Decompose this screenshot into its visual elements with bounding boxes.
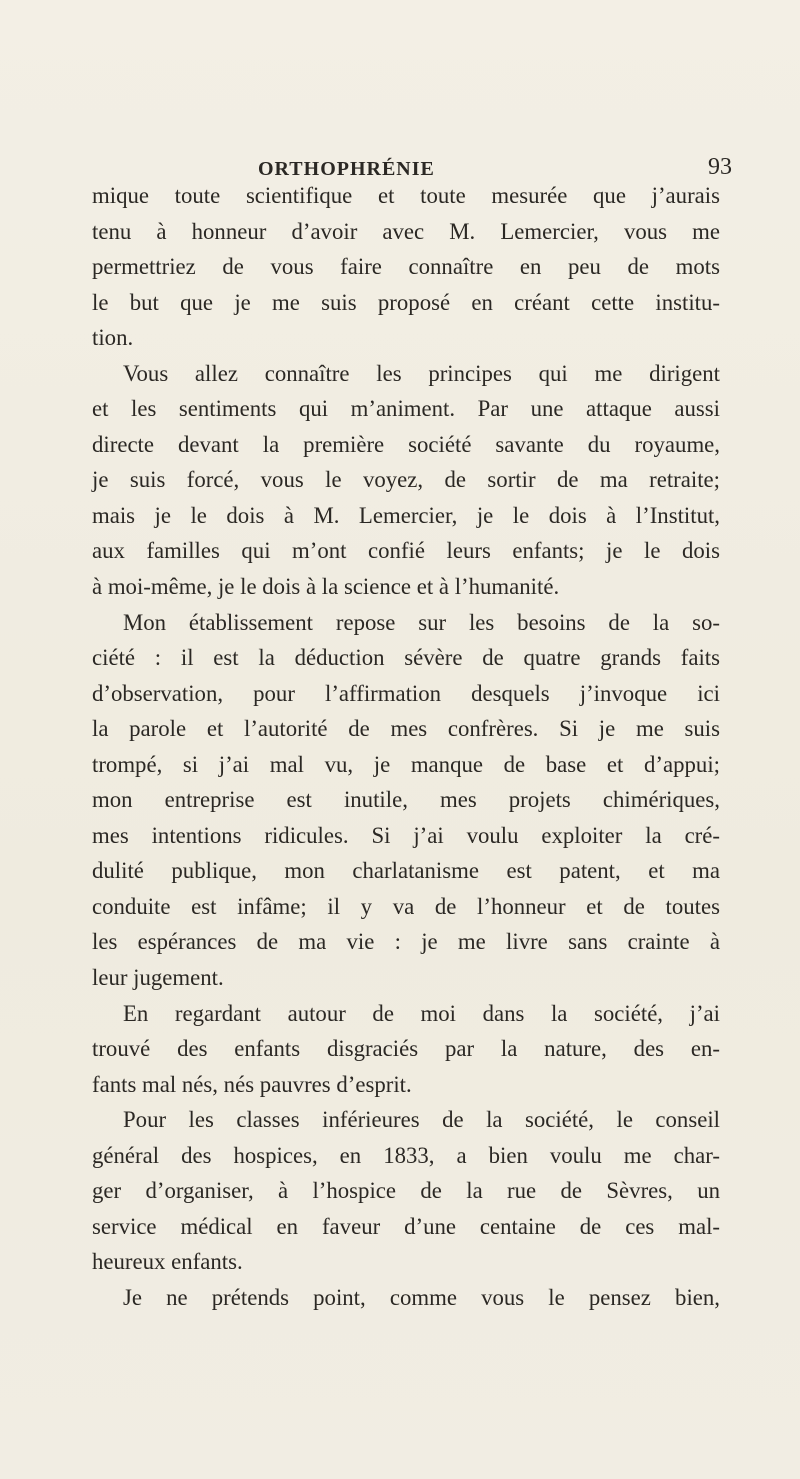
body-text <box>92 178 720 1316</box>
text-line: directe devant la première société savante du royaume, <box>92 431 720 457</box>
text-line: à moi-même, je le dois à la science et à l’humanité. <box>92 574 560 600</box>
paragraph-start-line: Vous allez connaître les principes qui me dirigent <box>123 360 720 386</box>
text-line: permettriez de vous faire connaître en peu de mots <box>92 254 720 280</box>
text-line: ciété : il est la déduction sévère de quatre grands faits <box>92 645 720 671</box>
text-line: ger d’organiser, à l’hospice de la rue de Sèvres, un <box>92 1178 720 1204</box>
paragraph-start-line: Mon établissement repose sur les besoins de la so- <box>123 609 720 635</box>
text-line: mon entreprise est inutile, mes projets chimériques, <box>92 787 720 813</box>
text-line: les espérances de ma vie : je me livre sans crainte à <box>92 929 720 955</box>
text-line: conduite est infâme; il y va de l’honneur et de toutes <box>92 893 720 919</box>
text-line: aux familles qui m’ont confié leurs enfants; je le dois <box>92 538 720 564</box>
paragraph-start-line: En regardant autour de moi dans la société, j’ai <box>123 1000 720 1026</box>
text-line: le but que je me suis proposé en créant cette institu- <box>92 289 720 315</box>
text-line: leur jugement. <box>92 965 224 991</box>
text-line: tenu à honneur d’avoir avec M. Lemercier, vous me <box>92 218 720 244</box>
paragraph-start-line: Je ne prétends point, comme vous le pensez bien, <box>123 1284 720 1310</box>
text-line: je suis forcé, vous le voyez, de sortir de ma retraite; <box>92 467 720 493</box>
text-line: mes intentions ridicules. Si j’ai voulu exploiter la cré- <box>92 822 720 848</box>
text-line: et les sentiments qui m’animent. Par une attaque aussi <box>92 396 720 422</box>
text-line: trouvé des enfants disgraciés par la nature, des en- <box>92 1036 720 1062</box>
paragraph-start-line: Pour les classes inférieures de la société, le conseil <box>123 1107 720 1133</box>
text-line: service médical en faveur d’une centaine de ces mal- <box>92 1213 720 1239</box>
text-line: heureux enfants. <box>92 1249 243 1275</box>
text-line: d’observation, pour l’affirmation desquels j’invoque ici <box>92 680 720 706</box>
text-line: tion. <box>92 325 134 351</box>
text-line: la parole et l’autorité de mes confrères. Si je me suis <box>92 716 720 742</box>
text-line: général des hospices, en 1833, a bien voulu me char- <box>92 1142 720 1168</box>
text-line: trompé, si j’ai mal vu, je manque de base et d’appui; <box>92 751 720 777</box>
text-line: mique toute scientifique et toute mesurée que j’aurais <box>92 183 720 208</box>
running-title: ORTHOPHRÉNIE <box>258 158 435 180</box>
page-number: 93 <box>708 154 732 180</box>
text-line: fants mal nés, nés pauvres d’esprit. <box>92 1071 412 1097</box>
text-line: dulité publique, mon charlatanisme est patent, et ma <box>92 858 720 884</box>
text-line: mais je le dois à M. Lemercier, je le dois à l’Institut, <box>92 502 720 528</box>
